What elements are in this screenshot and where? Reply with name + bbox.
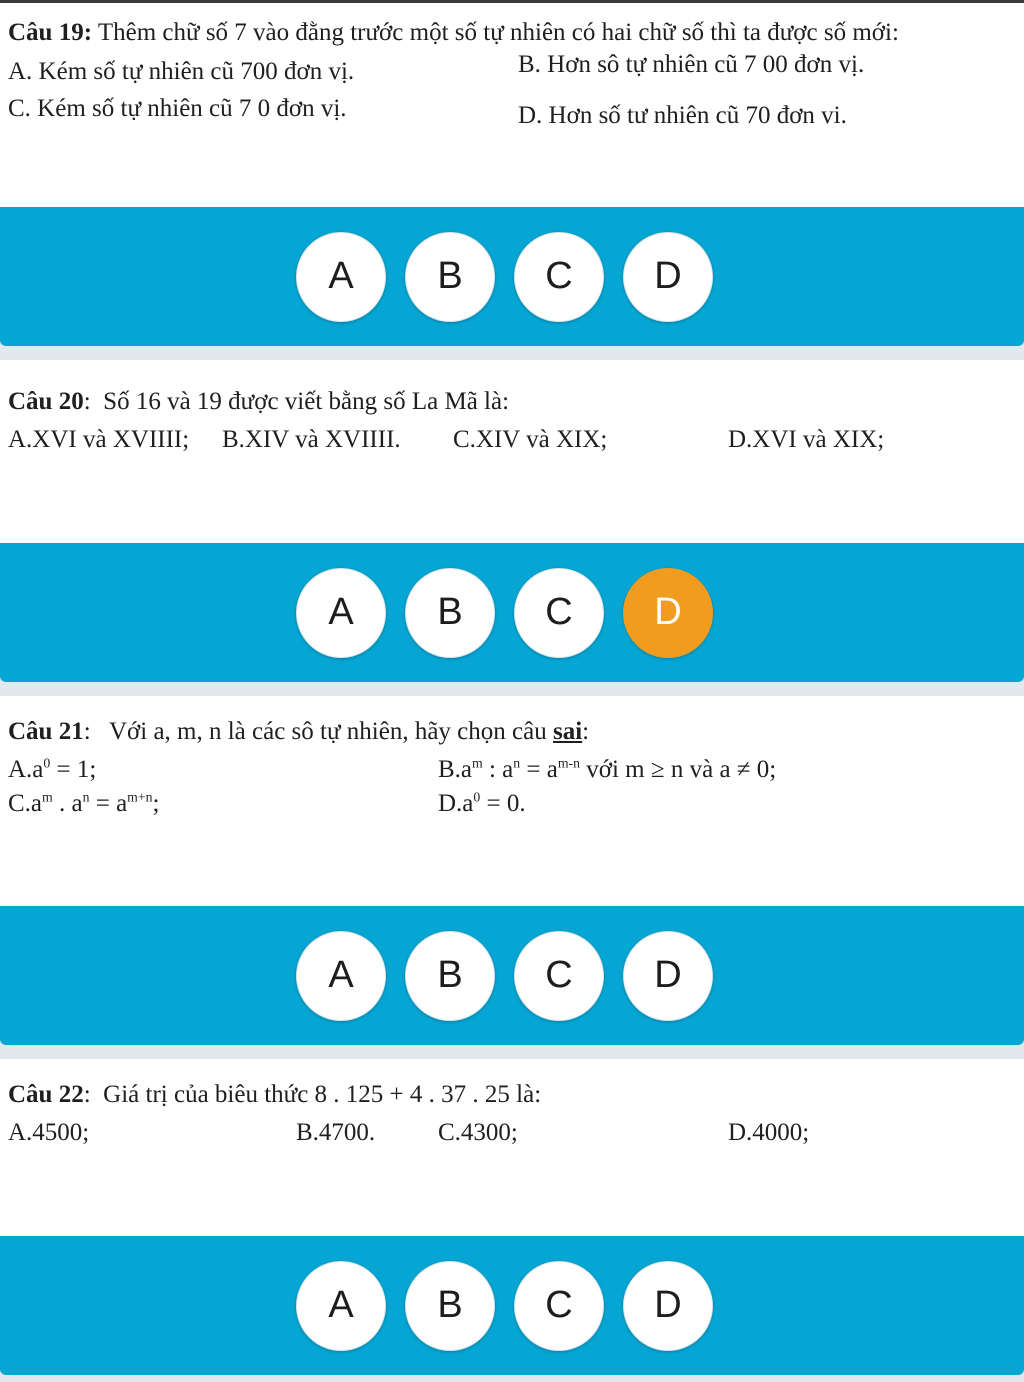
option-b-text: B.4700. — [296, 1119, 376, 1146]
answer-button-d[interactable]: D — [623, 931, 713, 1021]
answer-options — [296, 1236, 713, 1375]
answer-options — [296, 543, 713, 682]
option-d-text: $D.a^0 = 0$. — [438, 789, 526, 817]
answer-button-d-selected[interactable]: D — [623, 568, 713, 658]
question-text: Câu 22: Giá trị của biêu thức 8 . 125 + 4 . 37 . 25 là: — [8, 1081, 542, 1108]
answer-options — [296, 906, 713, 1045]
answer-bar-22 — [0, 1236, 1024, 1375]
question-card-21 — [0, 696, 1024, 906]
question-label: Câu 19: — [8, 19, 93, 46]
option-a-text: A.4500; — [8, 1119, 90, 1146]
answer-button-b[interactable]: B — [405, 1261, 495, 1351]
option-b-text: $B.a^m$ : $a^n = a^{m-n}$ với m ≥ n và a ≠ 0; — [438, 755, 777, 783]
question-body: Thêm chữ số 7 vào đằng trước một số tự nhiên có hai chữ số thì ta được số mới: — [97, 19, 899, 46]
answer-button-c[interactable]: C — [514, 931, 604, 1021]
option-c-text: $C.a^m$ . $a^n = a^{m+n}$; — [8, 789, 160, 817]
question-emphasis: sai — [552, 718, 583, 745]
answer-button-a[interactable]: A — [296, 232, 386, 322]
answer-button-b[interactable]: B — [405, 568, 495, 658]
answer-button-a[interactable]: A — [296, 1261, 386, 1351]
option-d-text: D.4000; — [728, 1119, 810, 1146]
option-a-text: A. Kém số tự nhiên cũ 700 đơn vị. — [8, 58, 355, 85]
answer-button-c[interactable]: C — [514, 568, 604, 658]
question-card-20 — [0, 360, 1024, 543]
answer-bar-21 — [0, 906, 1024, 1045]
answer-button-a[interactable]: A — [296, 931, 386, 1021]
option-a-text: A.XVI và XVIIII; — [8, 426, 190, 453]
option-c-text: C.XIV và XIX; — [453, 426, 608, 453]
question-body: Giá trị của biêu thức 8 . 125 + 4 . 37 . 25 là: — [103, 1081, 542, 1108]
question-text: Câu 20: Số 16 và 19 được viết bằng số La Mã là: — [8, 388, 510, 415]
question-label: Câu 20 — [8, 388, 84, 415]
option-c-text: C. Kém số tự nhiên cũ 7 0 đơn vị. — [8, 95, 347, 122]
option-d-text: D. Hơn số tư nhiên cũ 70 đơn vi. — [518, 102, 847, 129]
question-label: Câu 22 — [8, 1081, 84, 1108]
answer-button-b[interactable]: B — [405, 232, 495, 322]
answer-button-a[interactable]: A — [296, 568, 386, 658]
answer-button-c[interactable]: C — [514, 1261, 604, 1351]
question-text: Câu 21: Với a, m, n là các sô tự nhiên, hãy chọn câu sai: — [8, 718, 590, 745]
question-card-22 — [0, 1059, 1024, 1236]
question-text — [8, 19, 899, 47]
question-body: Số 16 và 19 được viết bằng số La Mã là: — [103, 388, 510, 415]
option-a-text: $A.a^0 = 1$; — [8, 755, 97, 783]
option-b-text: B. Hơn sô tự nhiên cũ 7 00 đơn vị. — [518, 51, 865, 78]
answer-button-b[interactable]: B — [405, 931, 495, 1021]
answer-bar-19 — [0, 207, 1024, 346]
question-body: Với a, m, n là các sô tự nhiên, hãy chọn câu — [108, 718, 547, 745]
option-b-text: B.XIV và XVIIII. — [222, 426, 401, 453]
option-d-text: D.XVI và XIX; — [728, 426, 885, 453]
question-card-19 — [0, 3, 1024, 207]
answer-bar-20 — [0, 543, 1024, 682]
question-label: Câu 21 — [8, 718, 84, 745]
answer-button-d[interactable]: D — [623, 232, 713, 322]
answer-button-c[interactable]: C — [514, 232, 604, 322]
answer-button-d[interactable]: D — [623, 1261, 713, 1351]
answer-options — [296, 207, 713, 346]
option-c-text: C.4300; — [438, 1119, 518, 1146]
